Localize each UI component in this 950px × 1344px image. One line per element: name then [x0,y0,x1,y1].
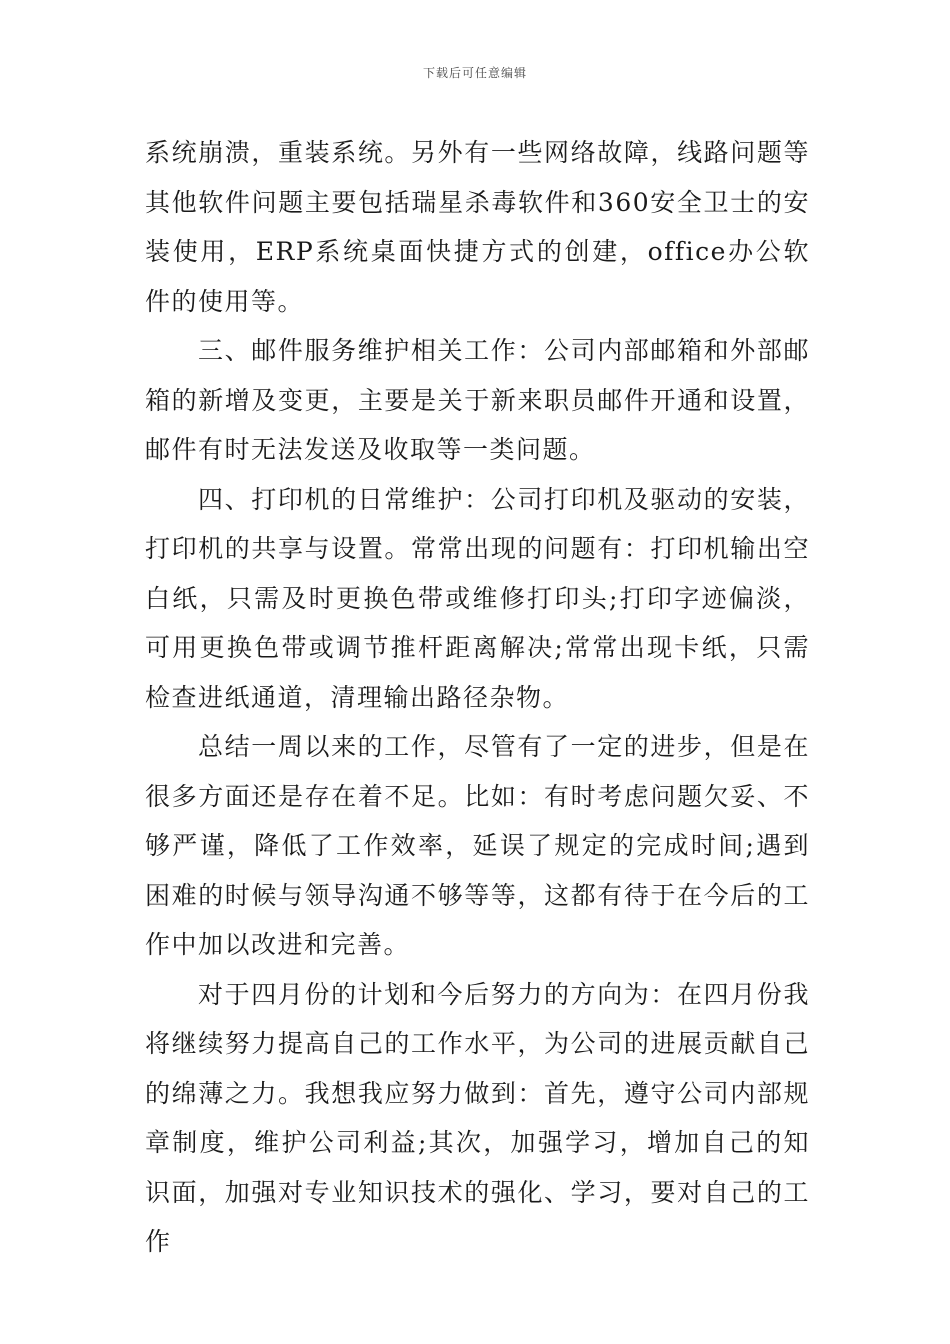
paragraph-april-plan: 对于四月份的计划和今后努力的方向为：在四月份我将继续努力提高自己的工作水平，为公司的进展贡献自己的绵薄之力。我想我应努力做到：首先，遵守公司内部规章制度，维护公司利益;其次，加强学习，增加自己的知识面，加强对专业知识技术的强化、学习，要对自己的工作 [145,979,810,1256]
paragraph-software-issues: 系统崩溃，重装系统。另外有一些网络故障，线路问题等其他软件问题主要包括瑞星杀毒软件和360安全卫士的安装使用，ERP系统桌面快捷方式的创建，office办公软件的使用等。 [145,138,810,316]
paragraph-weekly-summary: 总结一周以来的工作，尽管有了一定的进步，但是在很多方面还是存在着不足。比如：有时考虑问题欠妥、不够严谨，降低了工作效率，延误了规定的完成时间;遇到困难的时候与领导沟通不够等等，这都有待于在今后的工作中加以改进和完善。 [145,732,810,959]
paragraph-email-maintenance: 三、邮件服务维护相关工作：公司内部邮箱和外部邮箱的新增及变更，主要是关于新来职员邮件开通和设置，邮件有时无法发送及收取等一类问题。 [145,336,810,464]
document-body [145,128,810,1267]
paragraph-printer-maintenance: 四、打印机的日常维护：公司打印机及驱动的安装，打印机的共享与设置。常常出现的问题有：打印机输出空白纸，只需及时更换色带或维修打印头;打印字迹偏淡，可用更换色带或调节推杆距离解决;常常出现卡纸，只需检查进纸通道，清理输出路径杂物。 [145,484,810,712]
page-header-note: 下载后可任意编辑 [422,66,527,80]
